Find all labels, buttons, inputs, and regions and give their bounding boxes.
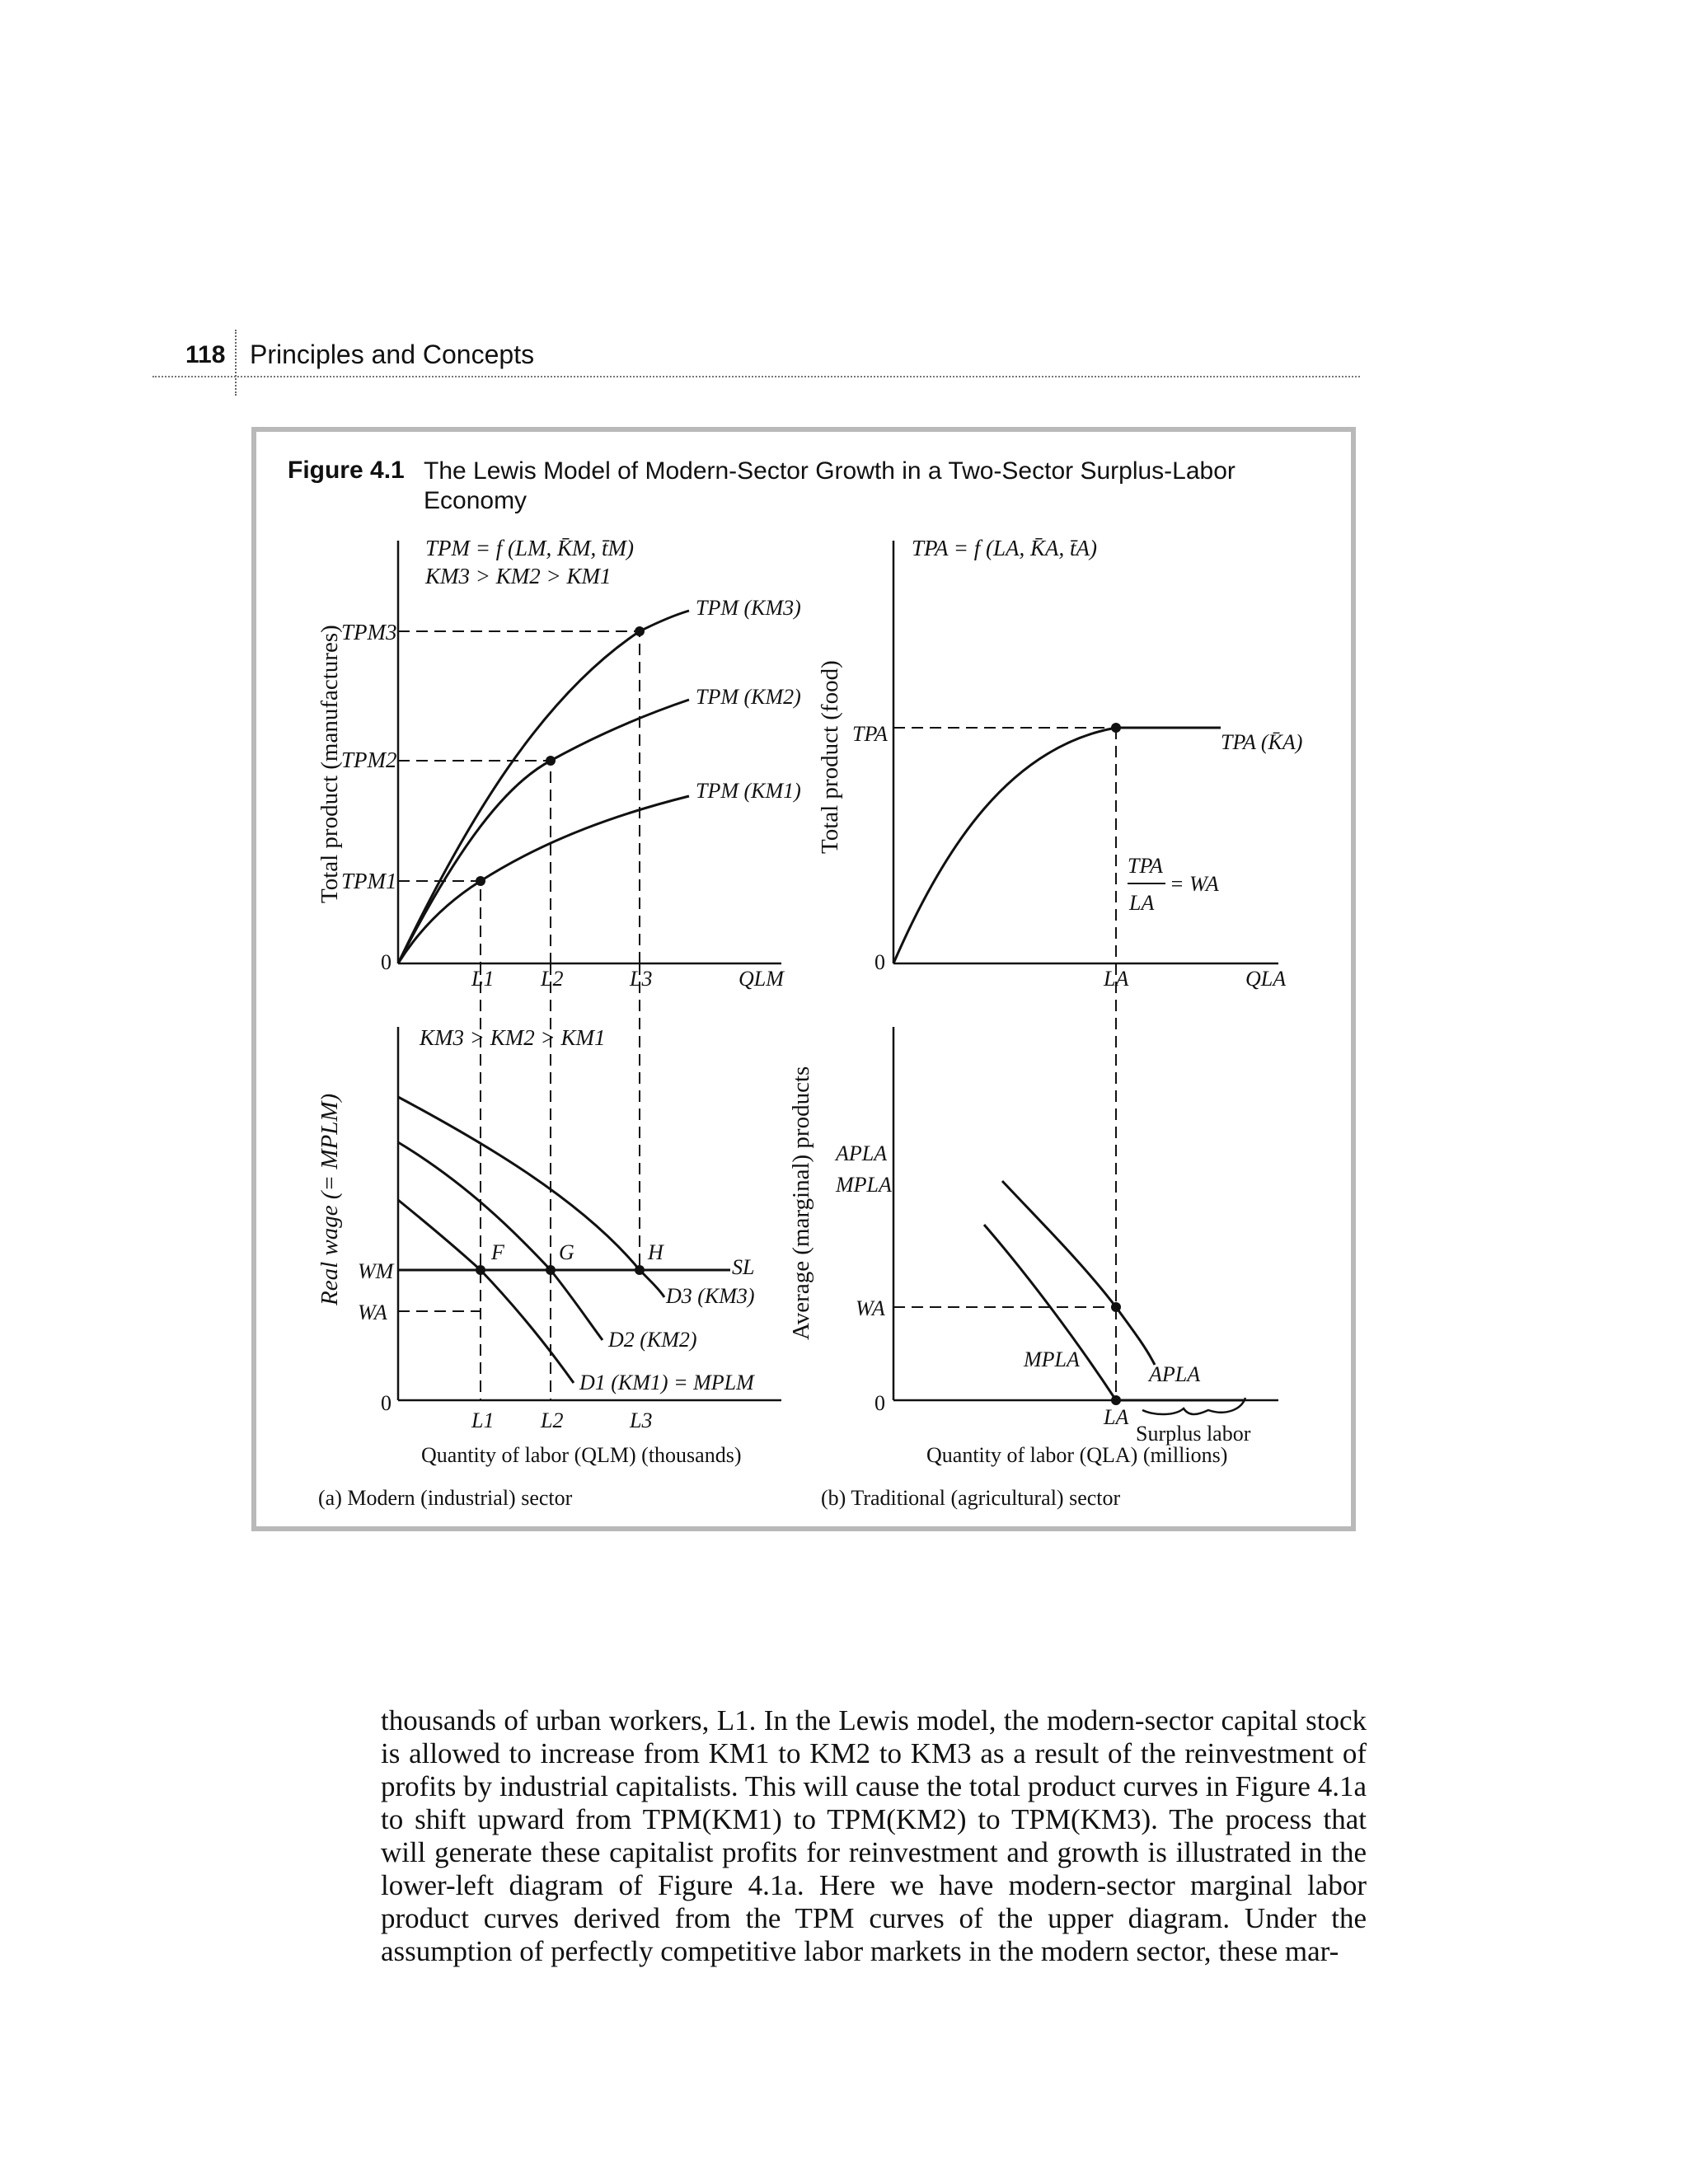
tick-tpm2: TPM2 xyxy=(341,748,397,772)
curve-d3 xyxy=(398,1097,664,1297)
ratio-numerator: TPA xyxy=(1128,854,1163,878)
tick-l1-upper: L1 xyxy=(471,967,495,991)
origin-b-upper: 0 xyxy=(874,950,885,974)
panel-b-lower xyxy=(788,963,1278,1510)
tick-l1-lower: L1 xyxy=(471,1408,495,1432)
origin-a-upper: 0 xyxy=(381,950,392,974)
label-sl: SL xyxy=(732,1255,755,1279)
point-tpm3 xyxy=(635,626,645,636)
label-tpm-km1: TPM (KM1) xyxy=(696,779,801,803)
xlabel-panel-a: Quantity of labor (QLM) (thousands) xyxy=(421,1443,742,1467)
point-g xyxy=(546,1265,556,1275)
label-qlm: QLM xyxy=(738,967,784,991)
ratio-equals-wa: = WA xyxy=(1170,872,1219,896)
point-h xyxy=(635,1265,645,1275)
body-text xyxy=(381,1704,1367,1968)
label-g: G xyxy=(559,1240,574,1264)
label-d1: D1 (KM1) = MPLM xyxy=(579,1371,754,1394)
panel-a-upper xyxy=(316,536,801,991)
point-wa-la xyxy=(1111,1302,1121,1312)
header-divider xyxy=(235,330,238,396)
tick-wa-b: WA xyxy=(856,1296,885,1320)
point-la-zero xyxy=(1111,1395,1121,1405)
point-f xyxy=(476,1265,485,1275)
curve-tpm-km2 xyxy=(398,700,689,963)
label-apla-axis: APLA xyxy=(836,1141,888,1165)
page-header xyxy=(152,330,1360,379)
label-mpla-curve: MPLA xyxy=(1024,1347,1080,1371)
tick-wm: WM xyxy=(358,1259,394,1283)
axis-label-total-product-manufactures: Total product (manufactures) xyxy=(316,625,343,903)
page-number: 118 xyxy=(185,341,226,368)
tick-wa: WA xyxy=(358,1301,387,1324)
label-qla: QLA xyxy=(1245,967,1287,991)
eq-km-order: KM3 > KM2 > KM1 xyxy=(425,564,612,588)
tick-l2-lower: L2 xyxy=(541,1408,564,1432)
body-paragraph: thousands of urban workers, L1. In the Lewis model, the modern-sector capital stock is allowed to increase from KM1 to KM2 to KM3 as a result of the reinvestment of profits by industrial capitalists. This will cause the total product curves in Figure 4.1a to shift upward from TPM(KM1) to TPM(KM2) to TPM(KM3). The process that will generate these capitalist profits for reinvestment and growth is illustrated in the lower-left diagram of Figure 4.1a. Here we have modern-sector marginal labor product curves derived from the TPM curves of the upper diagram. Under the assumption of perfectly competitive labor markets in the modern sector, these mar- xyxy=(381,1704,1367,1967)
tick-tpm3: TPM3 xyxy=(341,620,397,644)
curve-d1 xyxy=(398,1200,574,1383)
label-h: H xyxy=(648,1240,663,1264)
label-mpla-axis: MPLA xyxy=(836,1173,892,1197)
header-rule xyxy=(152,376,1360,377)
axis-label-real-wage: Real wage (= MPLM) xyxy=(316,1093,343,1305)
curve-tpa xyxy=(893,728,1221,963)
point-tpm1 xyxy=(476,876,485,886)
eq-tpm: TPM = f (LM, K̄M, t̄M) xyxy=(425,536,634,560)
ratio-denominator: LA xyxy=(1129,891,1155,915)
label-tpa-curve: TPA (K̄A) xyxy=(1221,730,1303,754)
dash-tpm1 xyxy=(398,881,481,963)
axis-label-average-marginal-products: Average (marginal) products xyxy=(788,1066,814,1340)
label-d3: D3 (KM3) xyxy=(666,1284,755,1308)
caption-panel-a: (a) Modern (industrial) sector xyxy=(318,1486,573,1510)
panel-b-upper xyxy=(817,536,1302,991)
label-d2: D2 (KM2) xyxy=(608,1328,697,1352)
label-tpm-km3: TPM (KM3) xyxy=(696,596,801,620)
curve-mpla xyxy=(984,1225,1245,1400)
origin-b-lower: 0 xyxy=(874,1391,885,1415)
tick-l3-upper: L3 xyxy=(630,967,653,991)
tick-la-upper: LA xyxy=(1104,967,1129,991)
label-apla-curve: APLA xyxy=(1149,1362,1201,1386)
note-km-order: KM3 > KM2 > KM1 xyxy=(420,1025,606,1050)
figure-diagram xyxy=(256,432,1351,1526)
tick-tpa: TPA xyxy=(852,722,888,746)
label-surplus-labor: Surplus labor xyxy=(1136,1422,1251,1446)
label-f: F xyxy=(491,1240,504,1264)
tick-tpm1: TPM1 xyxy=(341,869,397,893)
running-head: Principles and Concepts xyxy=(250,340,535,369)
point-tpm2 xyxy=(546,756,556,766)
axis-label-total-product-food: Total product (food) xyxy=(817,660,843,854)
tick-l3-lower: L3 xyxy=(630,1408,653,1432)
tick-l2-upper: L2 xyxy=(541,967,564,991)
caption-panel-b: (b) Traditional (agricultural) sector xyxy=(821,1486,1121,1510)
origin-a-lower: 0 xyxy=(381,1391,392,1415)
figure-title: The Lewis Model of Modern-Sector Growth in a Two-Sector Surplus-Labor Economy xyxy=(424,457,1236,514)
tick-la-lower: LA xyxy=(1104,1405,1129,1429)
dash-tpm3 xyxy=(398,631,640,963)
xlabel-panel-b: Quantity of labor (QLA) (millions) xyxy=(926,1443,1228,1467)
figure-label: Figure 4.1 xyxy=(288,457,405,484)
eq-tpa: TPA = f (LA, K̄A, t̄A) xyxy=(912,536,1097,560)
panel-a-lower xyxy=(316,963,781,1510)
figure-box xyxy=(251,427,1356,1531)
label-tpm-km2: TPM (KM2) xyxy=(696,685,801,709)
